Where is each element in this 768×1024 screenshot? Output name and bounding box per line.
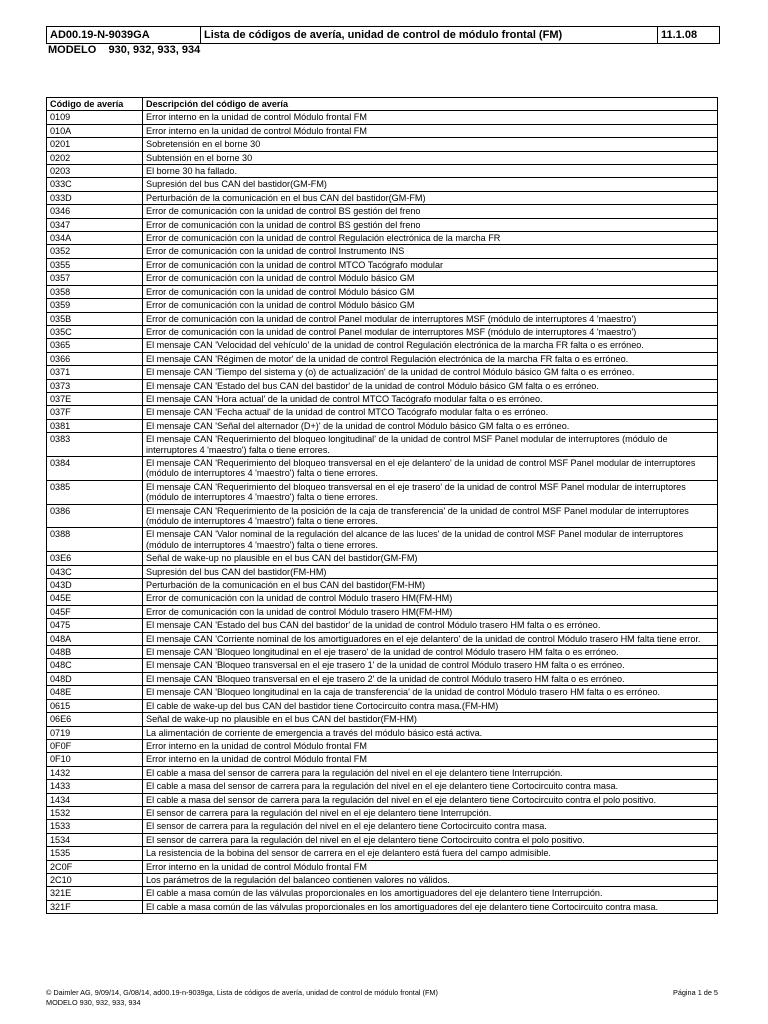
header-description: Descripción del código de avería: [143, 98, 718, 111]
table-row: [47, 245, 718, 258]
table-row: [47, 165, 718, 178]
doc-title: Lista de códigos de avería, unidad de control de módulo frontal (FM): [201, 27, 658, 43]
fault-code: 0475: [47, 619, 143, 632]
table-row: [47, 218, 718, 231]
fault-code: 048A: [47, 632, 143, 645]
fault-description: El mensaje CAN 'Hora actual' de la unidad de control MTCO Tacógrafo modular falta o es erróneo.: [143, 392, 718, 405]
fault-description: Error de comunicación con la unidad de control Módulo básico GM: [143, 272, 718, 285]
fault-description: Error de comunicación con la unidad de control Panel modular de interruptores MSF (módulo de interruptores 4 'maestro'): [143, 325, 718, 338]
table-row: [47, 793, 718, 806]
fault-code: 0366: [47, 352, 143, 365]
fault-code: 045E: [47, 592, 143, 605]
fault-code: 048D: [47, 672, 143, 685]
table-row: [47, 820, 718, 833]
fault-code: 048B: [47, 646, 143, 659]
fault-code: 0373: [47, 379, 143, 392]
doc-id: AD00.19-N-9039GA: [47, 27, 201, 43]
fault-description: El cable a masa del sensor de carrera para la regulación del nivel en el eje delantero tiene Cortocircuito contra masa.: [143, 780, 718, 793]
fault-code: 1532: [47, 806, 143, 819]
fault-code: 321E: [47, 887, 143, 900]
fault-code: 048E: [47, 686, 143, 699]
table-row: [47, 366, 718, 379]
table-row: [47, 646, 718, 659]
fault-description: Error interno en la unidad de control Módulo frontal FM: [143, 860, 718, 873]
table-row: [47, 552, 718, 565]
fault-description: El mensaje CAN 'Estado del bus CAN del bastidor' de la unidad de control Módulo básico GM falta o es erróneo.: [143, 379, 718, 392]
table-row: [47, 312, 718, 325]
fault-code: 0384: [47, 456, 143, 480]
table-row: [47, 632, 718, 645]
table-row: [47, 456, 718, 480]
fault-code: 0357: [47, 272, 143, 285]
fault-code: 0385: [47, 480, 143, 504]
fault-description: Señal de wake-up no plausible en el bus CAN del bastidor(GM-FM): [143, 552, 718, 565]
fault-description: El cable a masa común de las válvulas proporcionales en los amortiguadores del eje delantero tiene Cortocircuito contra masa.: [143, 900, 718, 913]
fault-description: Error de comunicación con la unidad de control Módulo básico GM: [143, 285, 718, 298]
fault-code: 034A: [47, 232, 143, 245]
fault-code: 043D: [47, 579, 143, 592]
document-header: [46, 26, 720, 44]
fault-description: Error interno en la unidad de control Módulo frontal FM: [143, 111, 718, 124]
fault-description: El mensaje CAN 'Requerimiento del bloqueo transversal en el eje trasero' de la unidad de control MSF Panel modular de interruptores (módulo de interruptores 4 'maestro') falta o tiene errores.: [143, 480, 718, 504]
fault-code: 1533: [47, 820, 143, 833]
doc-version: 11.1.08: [661, 29, 698, 41]
fault-description: El cable de wake-up del bus CAN del bastidor tiene Cortocircuito contra masa.(FM-HM): [143, 699, 718, 712]
table-row: [47, 780, 718, 793]
fault-description: Sobretensión en el borne 30: [143, 138, 718, 151]
fault-description: Error interno en la unidad de control Módulo frontal FM: [143, 124, 718, 137]
fault-description: La resistencia de la bobina del sensor de carrera en el eje delantero está fuera del campo admisible.: [143, 847, 718, 860]
fault-code: 0371: [47, 366, 143, 379]
table-row: [47, 392, 718, 405]
header-code: Código de avería: [47, 98, 143, 111]
table-row: [47, 232, 718, 245]
table-row: [47, 565, 718, 578]
fault-description: Perturbación de la comunicación en el bus CAN del bastidor(FM-HM): [143, 579, 718, 592]
fault-description: Error interno en la unidad de control Módulo frontal FM: [143, 753, 718, 766]
footer-copyright: © Daimler AG, 9/09/14, G/08/14, ad00.19-n-9039ga, Lista de códigos de avería, unidad de control de módulo frontal (FM): [46, 988, 438, 997]
table-row: [47, 406, 718, 419]
fault-description: Perturbación de la comunicación en el bus CAN del bastidor(GM-FM): [143, 191, 718, 204]
table-row: [47, 900, 718, 913]
table-row: [47, 151, 718, 164]
fault-description: El borne 30 ha fallado.: [143, 165, 718, 178]
table-row: [47, 739, 718, 752]
fault-description: El mensaje CAN 'Tiempo del sistema y (o) de actualización' de la unidad de control Módulo básico GM falta o es erróneo.: [143, 366, 718, 379]
table-header-row: [47, 98, 718, 111]
fault-description: El mensaje CAN 'Señal del alternador (D+)' de la unidad de control Módulo básico GM falta o es erróneo.: [143, 419, 718, 432]
fault-description: El mensaje CAN 'Bloqueo longitudinal en el eje trasero' de la unidad de control Módulo trasero HM falta o es erróneo.: [143, 646, 718, 659]
fault-code: 0346: [47, 205, 143, 218]
fault-description: Error de comunicación con la unidad de control Módulo trasero HM(FM-HM): [143, 605, 718, 618]
table-row: [47, 272, 718, 285]
table-row: [47, 191, 718, 204]
fault-code: 2C10: [47, 873, 143, 886]
fault-code: 0347: [47, 218, 143, 231]
table-row: [47, 504, 718, 528]
fault-description: Error de comunicación con la unidad de control BS gestión del freno: [143, 218, 718, 231]
fault-code: 043C: [47, 565, 143, 578]
fault-code: 0201: [47, 138, 143, 151]
table-row: [47, 686, 718, 699]
fault-code: 048C: [47, 659, 143, 672]
table-row: [47, 352, 718, 365]
fault-code: 0358: [47, 285, 143, 298]
footer-page-number: Página 1 de 5: [672, 988, 718, 997]
fault-code: 0F10: [47, 753, 143, 766]
fault-code: 037F: [47, 406, 143, 419]
table-row: [47, 258, 718, 271]
fault-code: 1535: [47, 847, 143, 860]
fault-description: El mensaje CAN 'Valor nominal de la regulación del alcance de las luces' de la unidad de control MSF Panel modular de interruptores (módulo de interruptores 4 'maestro') falta o tiene errores.: [143, 528, 718, 552]
fault-code: 0719: [47, 726, 143, 739]
fault-code: 1534: [47, 833, 143, 846]
fault-description: Error de comunicación con la unidad de control Instrumento INS: [143, 245, 718, 258]
fault-description: Error de comunicación con la unidad de control Módulo trasero HM(FM-HM): [143, 592, 718, 605]
fault-code: 035C: [47, 325, 143, 338]
fault-description: El cable a masa del sensor de carrera para la regulación del nivel en el eje delantero tiene Interrupción.: [143, 766, 718, 779]
fault-description: El mensaje CAN 'Bloqueo transversal en el eje trasero 1' de la unidad de control Módulo trasero HM falta o es erróneo.: [143, 659, 718, 672]
table-row: [47, 579, 718, 592]
table-row: [47, 325, 718, 338]
fault-code: 0355: [47, 258, 143, 271]
fault-code: 010A: [47, 124, 143, 137]
table-row: [47, 887, 718, 900]
table-row: [47, 528, 718, 552]
table-row: [47, 619, 718, 632]
fault-code: 0352: [47, 245, 143, 258]
table-row: [47, 833, 718, 846]
fault-code: 06E6: [47, 713, 143, 726]
table-row: [47, 699, 718, 712]
fault-description: El mensaje CAN 'Velocidad del vehículo' de la unidad de control Regulación electrónica de la marcha FR falta o es erróneo.: [143, 339, 718, 352]
fault-code: 0203: [47, 165, 143, 178]
fault-code: 2C0F: [47, 860, 143, 873]
fault-description: Supresión del bus CAN del bastidor(FM-HM): [143, 565, 718, 578]
fault-description: El sensor de carrera para la regulación del nivel en el eje delantero tiene Interrupción.: [143, 806, 718, 819]
fault-code: 0202: [47, 151, 143, 164]
table-row: [47, 860, 718, 873]
footer-model: MODELO 930, 932, 933, 934: [46, 998, 141, 1007]
fault-description: El mensaje CAN 'Requerimiento del bloqueo transversal en el eje delantero' de la unidad de control MSF Panel modular de interruptores (módulo de interruptores 4 'maestro') falta o tiene errores.: [143, 456, 718, 480]
fault-code: 033D: [47, 191, 143, 204]
fault-description: El mensaje CAN 'Requerimiento de la posición de la caja de transferencia' de la unidad de control MSF Panel modular de interruptores (módulo de interruptores 4 'maestro') falta o tiene errores.: [143, 504, 718, 528]
fault-code: 0381: [47, 419, 143, 432]
fault-description: Error interno en la unidad de control Módulo frontal FM: [143, 739, 718, 752]
fault-code: 037E: [47, 392, 143, 405]
table-row: [47, 111, 718, 124]
fault-code: 0615: [47, 699, 143, 712]
fault-code: 045F: [47, 605, 143, 618]
fault-code: 03E6: [47, 552, 143, 565]
fault-description: Los parámetros de la regulación del balanceo contienen valores no válidos.: [143, 873, 718, 886]
table-row: [47, 299, 718, 312]
fault-code: 321F: [47, 900, 143, 913]
footer: [46, 988, 718, 997]
fault-code: 0386: [47, 504, 143, 528]
table-row: [47, 873, 718, 886]
table-row: [47, 766, 718, 779]
table-row: [47, 605, 718, 618]
table-row: [47, 592, 718, 605]
fault-code: 1432: [47, 766, 143, 779]
fault-code: 0383: [47, 433, 143, 457]
fault-description: Subtensión en el borne 30: [143, 151, 718, 164]
fault-description: El sensor de carrera para la regulación del nivel en el eje delantero tiene Cortocircuito contra masa.: [143, 820, 718, 833]
table-body: [47, 111, 718, 914]
fault-description: El mensaje CAN 'Régimen de motor' de la unidad de control Regulación electrónica de la marcha FR falta o es erróneo.: [143, 352, 718, 365]
table-row: [47, 138, 718, 151]
table-row: [47, 480, 718, 504]
fault-description: El sensor de carrera para la regulación del nivel en el eje delantero tiene Cortocircuito contra el polo positivo.: [143, 833, 718, 846]
fault-description: El mensaje CAN 'Bloqueo transversal en el eje trasero 2' de la unidad de control Módulo trasero HM falta o es erróneo.: [143, 672, 718, 685]
table-row: [47, 713, 718, 726]
fault-description: Señal de wake-up no plausible en el bus CAN del bastidor(FM-HM): [143, 713, 718, 726]
fault-description: Supresión del bus CAN del bastidor(GM-FM): [143, 178, 718, 191]
fault-description: Error de comunicación con la unidad de control BS gestión del freno: [143, 205, 718, 218]
table-row: [47, 433, 718, 457]
table-row: [47, 205, 718, 218]
fault-description: Error de comunicación con la unidad de control Módulo básico GM: [143, 299, 718, 312]
table-row: [47, 285, 718, 298]
fault-description: El mensaje CAN 'Requerimiento del bloqueo longitudinal' de la unidad de control MSF Panel modular de interruptores (módulo de interruptores 4 'maestro') falta o tiene errores.: [143, 433, 718, 457]
fault-description: El mensaje CAN 'Fecha actual' de la unidad de control MTCO Tacógrafo modular falta o es erróneo.: [143, 406, 718, 419]
table-row: [47, 726, 718, 739]
fault-description: El cable a masa común de las válvulas proporcionales en los amortiguadores del eje delantero tiene Interrupción.: [143, 887, 718, 900]
table-row: [47, 806, 718, 819]
table-row: [47, 659, 718, 672]
model-line: MODELO 930, 932, 933, 934: [48, 44, 201, 56]
fault-description: Error de comunicación con la unidad de control Panel modular de interruptores MSF (módulo de interruptores 4 'maestro'): [143, 312, 718, 325]
fault-description: El mensaje CAN 'Corriente nominal de los amortiguadores en el eje delantero' de la unidad de control Módulo trasero HM falta tiene error.: [143, 632, 718, 645]
table-row: [47, 847, 718, 860]
table-row: [47, 379, 718, 392]
fault-code: 0109: [47, 111, 143, 124]
fault-code: 035B: [47, 312, 143, 325]
fault-code: 1433: [47, 780, 143, 793]
fault-description: El mensaje CAN 'Estado del bus CAN del bastidor' de la unidad de control Módulo trasero HM falta o es erróneo.: [143, 619, 718, 632]
table-row: [47, 672, 718, 685]
fault-code-table: [46, 97, 718, 914]
fault-description: Error de comunicación con la unidad de control Regulación electrónica de la marcha FR: [143, 232, 718, 245]
fault-code: 0F0F: [47, 739, 143, 752]
fault-code: 0365: [47, 339, 143, 352]
table-row: [47, 178, 718, 191]
table-row: [47, 124, 718, 137]
table-row: [47, 419, 718, 432]
table-row: [47, 753, 718, 766]
fault-description: El mensaje CAN 'Bloqueo longitudinal en la caja de transferencia' de la unidad de control Módulo trasero HM falta o es erróneo.: [143, 686, 718, 699]
fault-code: 1434: [47, 793, 143, 806]
fault-description: El cable a masa del sensor de carrera para la regulación del nivel en el eje delantero tiene Cortocircuito contra el polo positivo.: [143, 793, 718, 806]
fault-description: Error de comunicación con la unidad de control MTCO Tacógrafo modular: [143, 258, 718, 271]
fault-code: 0388: [47, 528, 143, 552]
fault-code: 033C: [47, 178, 143, 191]
fault-description: La alimentación de corriente de emergencia a través del módulo básico está activa.: [143, 726, 718, 739]
fault-code: 0359: [47, 299, 143, 312]
table-row: [47, 339, 718, 352]
